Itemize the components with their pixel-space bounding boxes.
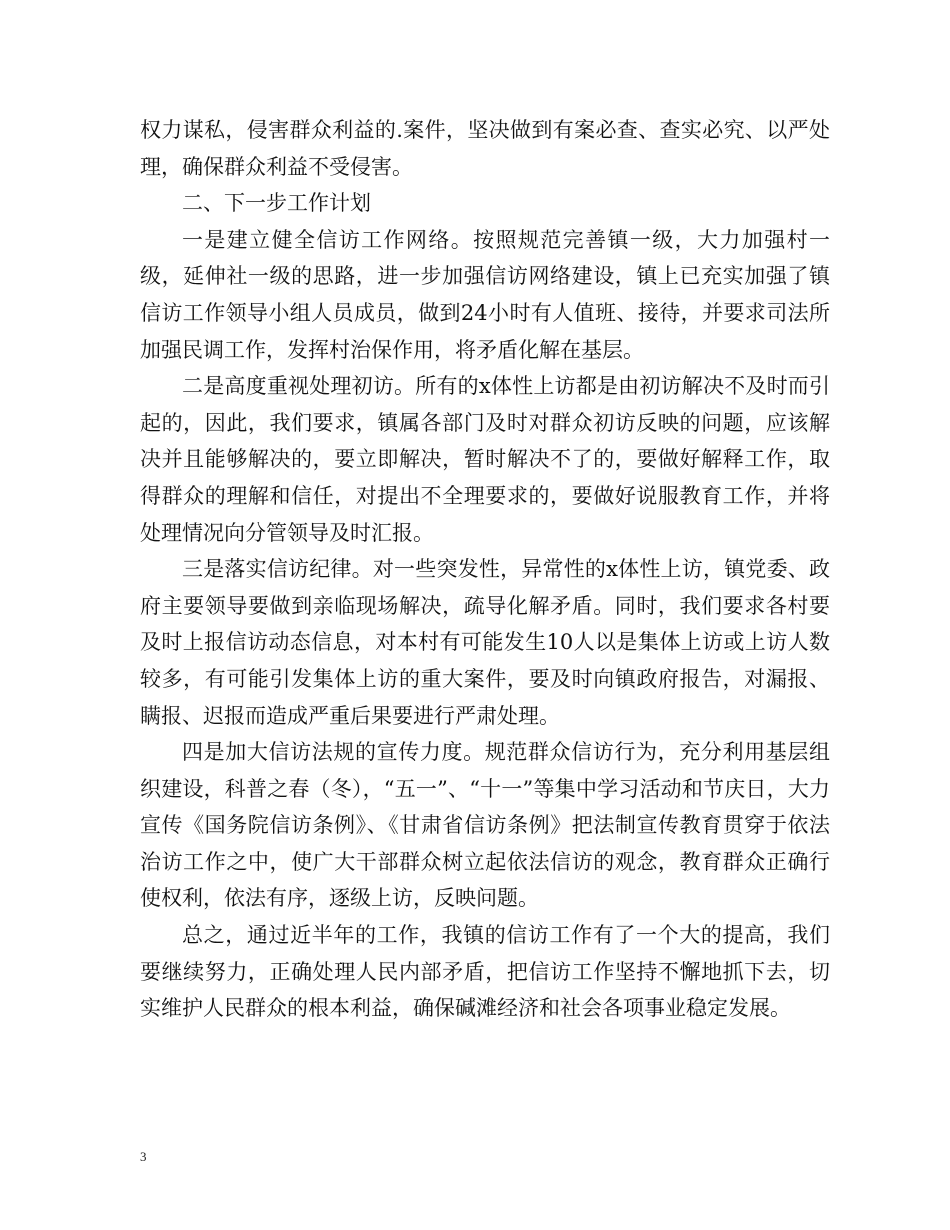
body-text [140,112,830,1027]
paragraph-conclusion: 总之，通过近半年的工作，我镇的信访工作有了一个大的提高，我们要继续努力，正确处理人民内部矛盾，把信访工作坚持不懈地抓下去，切实维护人民群众的根本利益，确保碱滩经济和社会各项事业稳定发展。 [140,923,830,1021]
paragraph: 二是高度重视处理初访。所有的x体性上访都是由初访解决不及时而引起的，因此，我们要求，镇属各部门及时对群众初访反映的问题，应该解决并且能够解决的，要立即解决，暂时解决不了的，要做好解释工作，取得群众的理解和信任，对提出不全理要求的，要做好说服教育工作，并将处理情况向分管领导及时汇报。 [140,374,830,545]
paragraph-continuation: 权力谋私，侵害群众利益的.案件，坚决做到有案必查、查实必究、以严处理，确保群众利益不受侵害。 [140,118,830,179]
paragraph: 四是加大信访法规的宣传力度。规范群众信访行为，充分利用基层组织建设，科普之春（冬），“五一”、“十一”等集中学习活动和节庆日，大力宣传《国务院信访条例》、《甘肃省信访条例》把法制宣传教育贯穿于依法治访工作之中，使广大干部群众树立起依法信访的观念，教育群众正确行使权利，依法有序，逐级上访，反映问题。 [140,740,830,911]
paragraph: 三是落实信访纪律。对一些突发性，异常性的x体性上访，镇党委、政府主要领导要做到亲临现场解决，疏导化解矛盾。同时，我们要求各村要及时上报信访动态信息，对本村有可能发生10人以是集体上访或上访人数较多，有可能引发集体上访的重大案件，要及时向镇政府报告，对漏报、瞒报、迟报而造成严重后果要进行严肃处理。 [140,557,830,728]
section-heading: 二、下一步工作计划 [182,191,371,216]
page-number: 3 [140,1149,147,1164]
paragraph: 一是建立健全信访工作网络。按照规范完善镇一级，大力加强村一级，延伸社一级的思路，进一步加强信访网络建设，镇上已充实加强了镇信访工作领导小组人员成员，做到24小时有人值班、接待，并要求司法所加强民调工作，发挥村治保作用，将矛盾化解在基层。 [140,227,830,362]
